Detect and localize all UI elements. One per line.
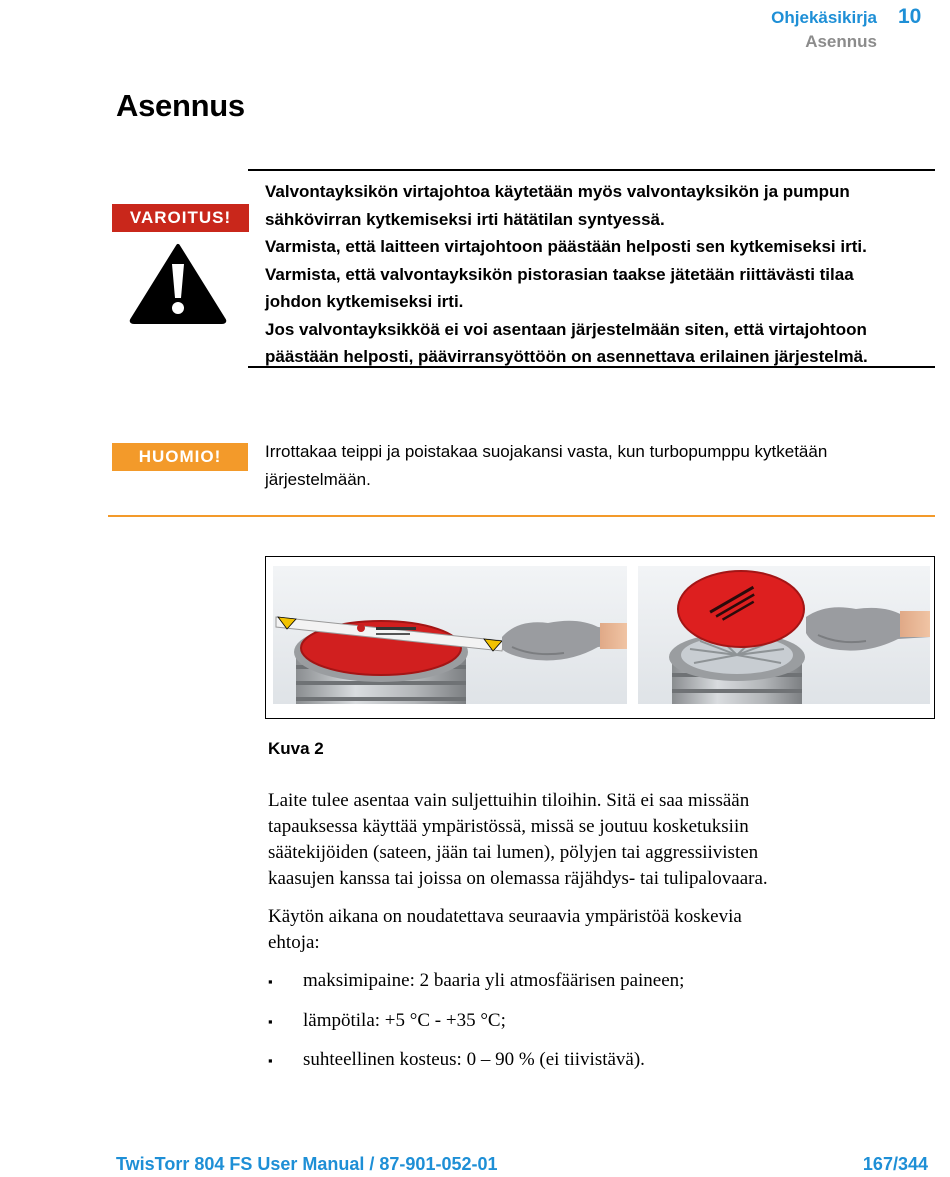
caution-badge: HUOMIO!: [112, 443, 248, 471]
header-section: Ohjekäsikirja: [771, 8, 877, 27]
bullet-temperature: lämpötila: +5 °C - +35 °C;: [303, 1010, 506, 1031]
paragraph-line: Laite tulee asentaa vain suljettuihin tiloihin. Sitä ei saa missään: [268, 790, 750, 811]
warning-line: päästään helposti, päävirransyöttöön on asennettava erilainen järjestelmä.: [265, 347, 868, 366]
paragraph-line: kaasujen kanssa tai joissa on olemassa räjähdys- tai tulipalovaara.: [268, 868, 768, 889]
bullet-marker: ▪: [268, 974, 273, 989]
warning-text: [265, 178, 930, 371]
caution-text: [265, 438, 930, 493]
figure-illustration: [266, 557, 934, 718]
paragraph-line: ehtoja:: [268, 932, 320, 953]
bullet-marker: ▪: [268, 1014, 273, 1029]
footer-page-number: 167/344: [862, 1154, 928, 1174]
warning-badge: VAROITUS!: [112, 204, 249, 232]
header-subsection: Asennus: [805, 32, 877, 51]
figure-box: [265, 556, 935, 719]
caution-line: järjestelmään.: [265, 469, 371, 489]
paragraph-line: Käytön aikana on noudatettava seuraavia ympäristöä koskevia: [268, 906, 742, 927]
warning-line: Jos valvontayksikköä ei voi asentaan järjestelmään siten, että virtajohtoon: [265, 319, 867, 339]
figure-caption: Kuva 2: [268, 739, 324, 758]
bullet-marker: ▪: [268, 1053, 273, 1068]
caution-rule: [108, 515, 935, 517]
paragraph-line: tapauksessa käyttää ympäristössä, missä se joutuu kosketuksiin: [268, 816, 749, 837]
warning-triangle-icon: [129, 242, 227, 324]
footer-manual-title: TwisTorr 804 FS User Manual / 87-901-052-01: [116, 1154, 498, 1174]
warning-line: Valvontayksikön virtajohtoa käytetään myös valvontayksikön ja pumpun: [265, 182, 850, 201]
warning-top-rule: [248, 169, 935, 171]
page-title: Asennus: [116, 88, 245, 123]
chapter-number: 10: [898, 5, 922, 28]
warning-line: Varmista, että valvontayksikön pistorasian taakse jätetään riittävästi tilaa: [265, 264, 854, 284]
warning-line: Varmista, että laitteen virtajohtoon päästään helposti sen kytkemiseksi irti.: [265, 237, 867, 256]
bullet-humidity: suhteellinen kosteus: 0 – 90 % (ei tiivistävä).: [303, 1049, 645, 1070]
paragraph-environment: [268, 788, 898, 892]
warning-bottom-rule: [248, 366, 935, 368]
bullet-pressure: maksimipaine: 2 baaria yli atmosfäärisen paineen;: [303, 970, 685, 991]
caution-line: Irrottakaa teippi ja poistakaa suojakansi vasta, kun turbopumppu kytketään: [265, 442, 828, 461]
warning-line: sähkövirran kytkemiseksi irti hätätilan syntyessä.: [265, 209, 665, 229]
paragraph-line: säätekijöiden (sateen, jään tai lumen), pölyjen tai aggressiivisten: [268, 842, 759, 863]
paragraph-conditions: [268, 904, 898, 956]
warning-line: johdon kytkemiseksi irti.: [265, 292, 464, 311]
